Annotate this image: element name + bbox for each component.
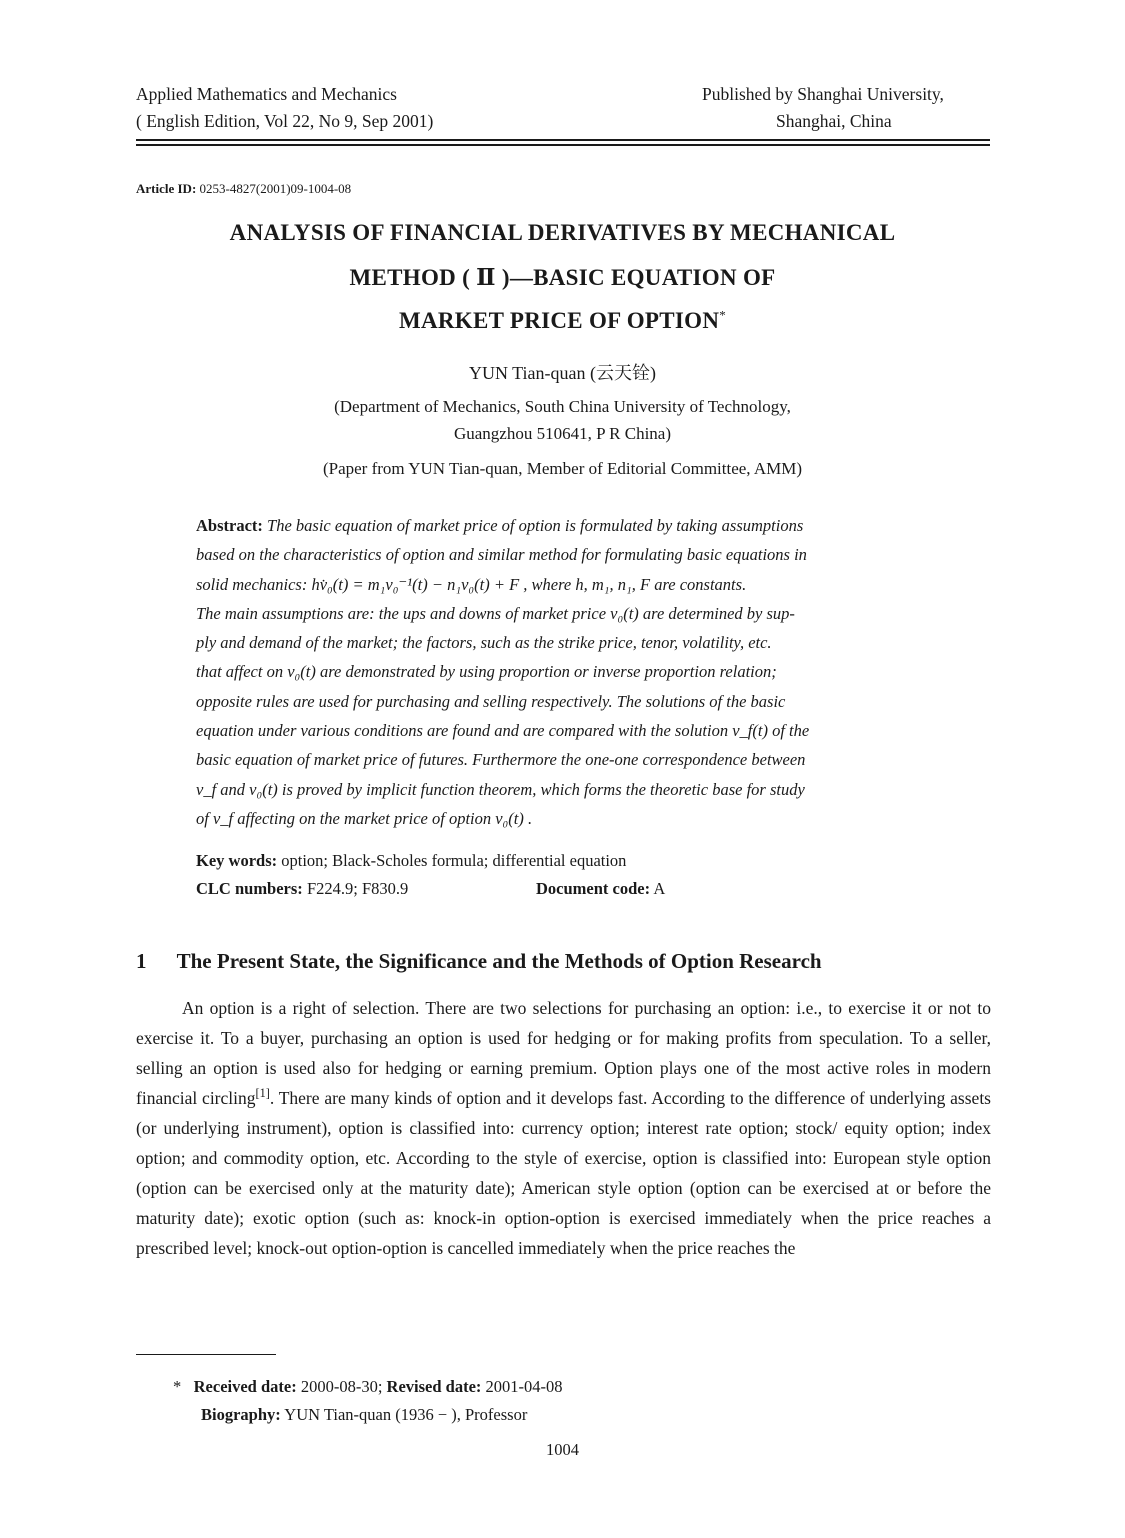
page-number: 1004 <box>546 1440 579 1459</box>
footnote-mark: * <box>173 1377 182 1396</box>
abstract-line <box>196 687 934 716</box>
title-line-3-text: MARKET PRICE OF OPTION <box>398 308 720 333</box>
abstract-text: The main assumptions are: the ups and downs of market price v₀(t) are determined by sup- <box>196 603 795 623</box>
publisher: Published by Shanghai University, <box>702 84 944 104</box>
abstract-text: basic equation of market price of futures. Furthermore the one-one correspondence between <box>196 750 806 770</box>
paper-from: (Paper from YUN Tian-quan, Member of Editorial Committee, AMM) <box>322 459 803 478</box>
abstract-text: based on the characteristics of option and similar method for formulating basic equations in <box>196 545 807 565</box>
affiliation-line-2: Guangzhou 510641, P R China) <box>453 424 672 443</box>
abstract-line <box>196 775 934 804</box>
abstract-line <box>196 628 934 657</box>
affiliation-line-1: (Department of Mechanics, South China University of Technology, <box>334 397 791 416</box>
section-heading <box>136 949 822 974</box>
abstract-line <box>196 511 934 540</box>
received-label: Received date: <box>193 1377 297 1396</box>
revised-value: 2001-04-08 <box>485 1377 563 1396</box>
abstract-line <box>196 745 934 774</box>
clc-numbers <box>196 879 408 899</box>
abstract-text: solid mechanics: <box>196 574 308 594</box>
clc-label: CLC numbers: <box>196 879 303 898</box>
abstract-text: ply and demand of the market; the factors, such as the strike price, tenor, volatility, etc. <box>196 633 772 653</box>
citation: [1] <box>255 1086 270 1101</box>
article-id <box>136 181 351 197</box>
abstract-text: of v_f affecting on the market price of option v₀(t) . <box>196 808 533 828</box>
header-rule-bottom <box>136 144 990 146</box>
abstract-line <box>196 657 934 686</box>
title-footnote-mark: * <box>719 307 727 323</box>
document-code-value: A <box>653 879 666 898</box>
abstract <box>196 511 934 833</box>
abstract-text: equation under various conditions are found and are compared with the solution v_f(t) of the <box>196 721 810 741</box>
section-title: The Present State, the Significance and the Methods of Option Research <box>176 949 822 973</box>
journal-name: Applied Mathematics and Mechanics <box>136 84 397 104</box>
author: YUN Tian-quan (云天铨) <box>469 363 656 383</box>
footnote-dates <box>173 1377 563 1397</box>
section-number: 1 <box>136 949 147 973</box>
abstract-line <box>196 716 934 745</box>
keywords-value: option; Black-Scholes formula; differential equation <box>281 851 627 870</box>
document-code <box>536 879 665 899</box>
footnote-biography <box>201 1405 527 1425</box>
abstract-label: Abstract: <box>196 516 263 535</box>
body-text-part-1: An option is a right of selection. There are two selections for purchasing an option: i.e., to exercise it or not to exercise it. To a buyer, purchasing an option is used for hedging or for making profits from speculation. To a seller, selling an option is used also for hedging or earning premium. Option plays one of the most active roles in modern financial circling <box>136 998 991 1108</box>
title-line-2: METHOD ( Ⅱ )—BASIC EQUATION OF <box>349 265 776 290</box>
biography-value: YUN Tian-quan (1936 − ), Professor <box>284 1405 528 1424</box>
abstract-line <box>196 599 934 628</box>
abstract-text: v_f and v₀(t) is proved by implicit function theorem, which forms the theoretic base for study <box>196 779 805 799</box>
abstract-equation: hv̇₀(t) = m₁v₀⁻¹(t) − n₁v₀(t) + F <box>311 574 520 594</box>
keywords-label: Key words: <box>196 851 278 870</box>
biography-label: Biography: <box>201 1405 281 1424</box>
journal-edition: ( English Edition, Vol 22, No 9, Sep 2001) <box>136 111 434 131</box>
clc-value: F224.9; F830.9 <box>306 879 409 898</box>
revised-label: Revised date: <box>386 1377 482 1396</box>
footnote-rule <box>136 1354 276 1355</box>
article-id-label: Article ID: <box>136 181 197 196</box>
title-line-3 <box>0 308 1125 334</box>
abstract-text: opposite rules are used for purchasing and selling respectively. The solutions of the basic <box>196 691 786 711</box>
header-rule-top <box>136 139 990 141</box>
document-code-label: Document code: <box>536 879 651 898</box>
publisher-location: Shanghai, China <box>776 111 892 131</box>
abstract-line <box>196 804 934 833</box>
article-id-value: 0253-4827(2001)09-1004-08 <box>199 181 352 196</box>
title-line-1: ANALYSIS OF FINANCIAL DERIVATIVES BY MECHANICAL <box>229 220 896 245</box>
keywords <box>196 851 626 871</box>
abstract-line <box>196 570 934 599</box>
abstract-line <box>196 540 934 569</box>
abstract-text: that affect on v₀(t) are demonstrated by using proportion or inverse proportion relation; <box>196 662 777 682</box>
received-value: 2000-08-30; <box>300 1377 383 1396</box>
abstract-text: , where h, m₁, n₁, F are constants. <box>523 574 747 594</box>
body-paragraph <box>136 993 991 1263</box>
abstract-text: The basic equation of market price of option is formulated by taking assumptions <box>267 516 804 535</box>
body-text-part-2: . There are many kinds of option and it develops fast. According to the difference of underlying assets (or underlying instrument), option is classified into: currency option; interest rate option; stock/ equity option; index option; and commodity option, etc. According to the style of exercise, option is classified into: European style option (option can be exercised only at the maturity date); American style option (option can be exercised at or before the maturity date); exotic option (such as: knock-in option-option is exercised immediately when the price reaches a prescribed level; knock-out option-option is cancelled immediately when the price reaches the <box>136 1088 991 1258</box>
